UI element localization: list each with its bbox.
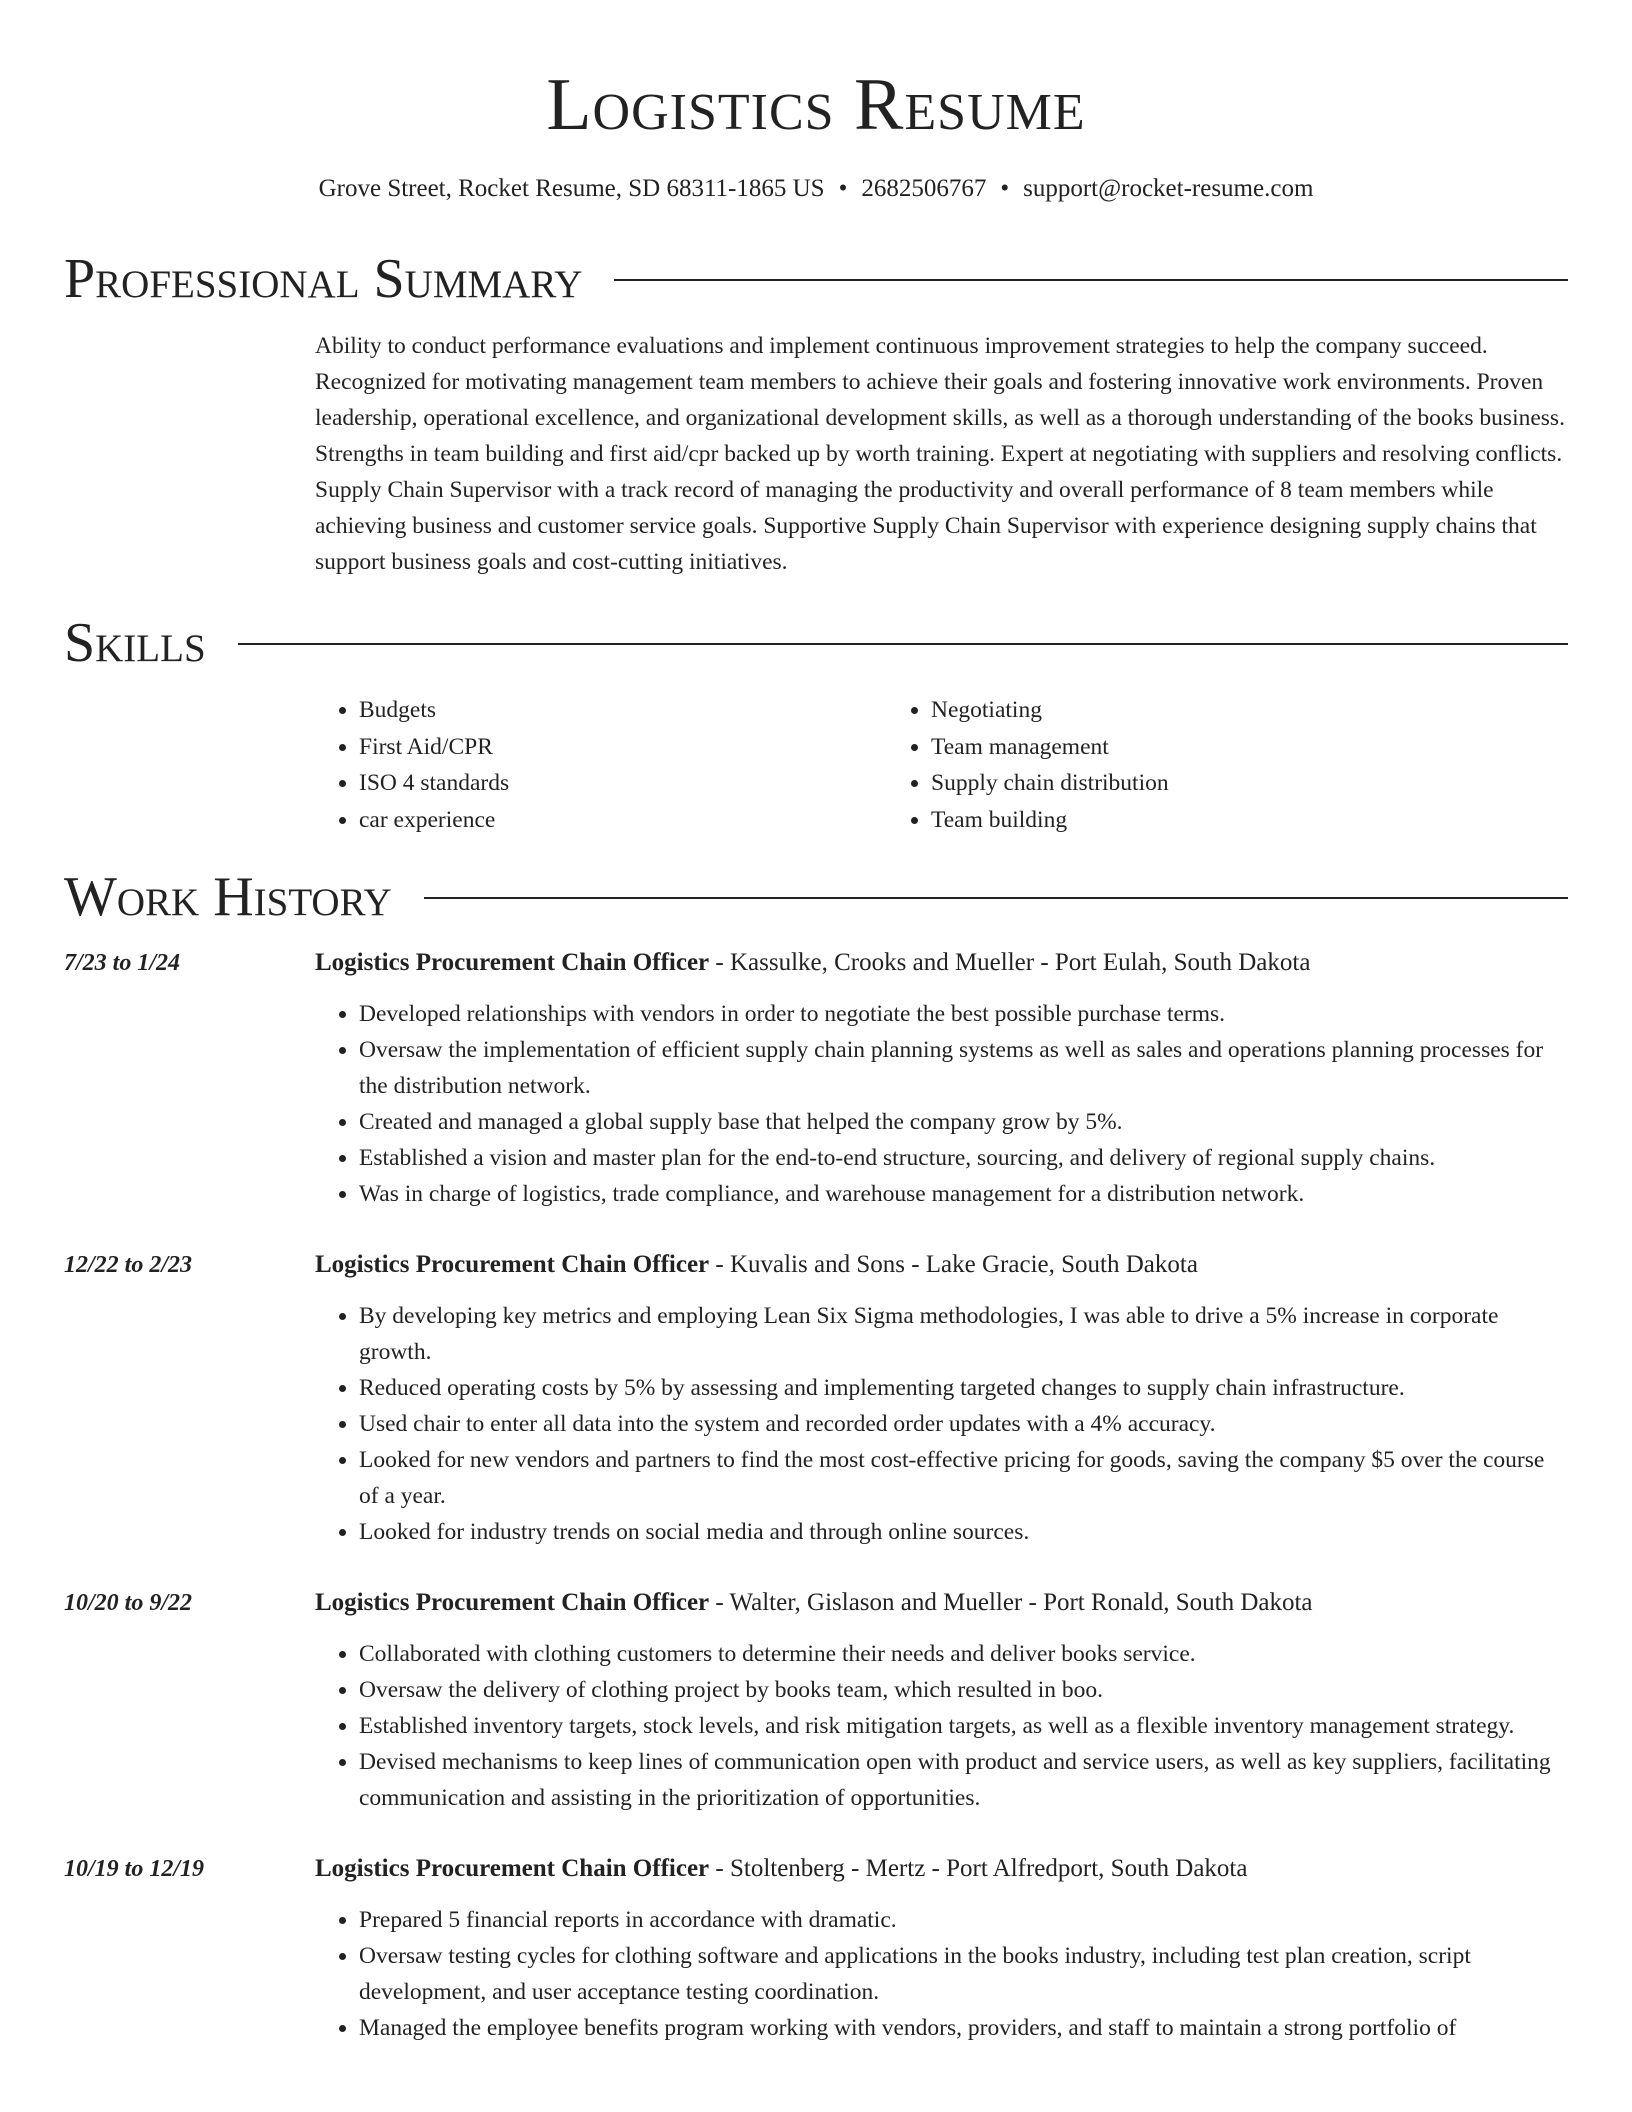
contact-separator: • [1000,175,1010,202]
job-heading [315,1248,1568,1282]
job-bullet: • Was in charge of logistics, trade compliance, and warehouse management for a distribution network. [359,1176,1568,1212]
section-divider [424,897,1568,899]
job-heading [315,1586,1568,1620]
contact-separator: • [838,175,848,202]
job-role: Logistics Procurement Chain Officer [315,1251,710,1278]
job-bullet: • By developing key metrics and employing Lean Six Sigma methodologies, I was able to drive a 5% increase in corporate growth. [359,1298,1568,1370]
skills-section-header [64,612,1568,674]
skill-item: • Negotiating [931,692,1459,729]
job-bullets [315,1902,1568,2046]
job-details: - Stoltenberg - Mertz - Port Alfredport, South Dakota [709,1855,1248,1882]
job-bullet: • Collaborated with clothing customers to determine their needs and deliver books service. [359,1636,1568,1672]
section-divider [238,643,1568,645]
job-bullet: • Developed relationships with vendors in order to negotiate the best possible purchase terms. [359,996,1568,1032]
resume-title: Logistics Resume [546,64,1086,146]
job-bullet: • Devised mechanisms to keep lines of communication open with product and service users, as well as key suppliers, facilitating communication and assisting in the prioritization of opportunities. [359,1744,1568,1816]
job-dates: 10/20 to 9/22 [64,1590,193,1616]
job-details: - Kuvalis and Sons - Lake Gracie, South Dakota [709,1251,1198,1278]
job-bullet: • Looked for new vendors and partners to find the most cost-effective pricing for goods, saving the company $5 over the course of a year. [359,1442,1568,1514]
skill-item: • Budgets [359,692,887,729]
job-heading [315,1852,1568,1886]
skills-column-left [315,692,887,838]
job-bullet: • Prepared 5 financial reports in accordance with dramatic. [359,1902,1568,1938]
job-dates: 10/19 to 12/19 [64,1856,205,1882]
skills-list [315,692,1568,838]
job-dates: 7/23 to 1/24 [64,950,181,976]
job-bullet: • Managed the employee benefits program working with vendors, providers, and staff to maintain a strong portfolio of [359,2010,1568,2046]
contact-address: Grove Street, Rocket Resume, SD 68311-1865 US [318,175,825,202]
job-body [315,946,1568,1212]
section-title-work-history: Work History [64,866,392,928]
job-details: - Walter, Gislason and Mueller - Port Ronald, South Dakota [709,1589,1313,1616]
skill-item: • First Aid/CPR [359,729,887,766]
contact-line [64,174,1568,204]
skills-column-right [887,692,1459,838]
summary-text: Ability to conduct performance evaluations and implement continuous improvement strategies to help the company succeed. Recognized for motivating management team members to achieve their goals and fostering innovative work environments. Proven leadership, operational excellence, and organizational development skills, as well as a thorough understanding of the books business. Strengths in team building and first aid/cpr backed up by worth training. Expert at negotiating with suppliers and resolving conflicts. Supply Chain Supervisor with a track record of managing the productivity and overall performance of 8 team members while achieving business and customer service goals. Supportive Supply Chain Supervisor with experience designing supply chains that support business goals and cost-cutting initiatives. [315,333,1565,575]
job-bullet: • Established inventory targets, stock levels, and risk mitigation targets, as well as a flexible inventory management strategy. [359,1708,1568,1744]
skill-item: • car experience [359,802,887,839]
skill-item: • Team building [931,802,1459,839]
job-bullet: • Reduced operating costs by 5% by assessing and implementing targeted changes to supply chain infrastructure. [359,1370,1568,1406]
section-title-skills: Skills [64,612,206,674]
job-role: Logistics Procurement Chain Officer [315,1855,710,1882]
job-bullet: • Looked for industry trends on social media and through online sources. [359,1514,1568,1550]
job-role: Logistics Procurement Chain Officer [315,949,710,976]
job-details: - Kassulke, Crooks and Mueller - Port Eulah, South Dakota [709,949,1311,976]
skill-item: • Team management [931,729,1459,766]
job-bullet: • Used chair to enter all data into the system and recorded order updates with a 4% accuracy. [359,1406,1568,1442]
job-entry [64,1852,1568,2046]
job-bullet: • Established a vision and master plan for the end-to-end structure, sourcing, and delivery of regional supply chains. [359,1140,1568,1176]
skill-item: • Supply chain distribution [931,765,1459,802]
job-body [315,1586,1568,1816]
summary-section-header [64,248,1568,310]
job-bullets [315,1636,1568,1816]
job-role: Logistics Procurement Chain Officer [315,1589,710,1616]
job-entry [64,946,1568,1212]
job-bullets [315,1298,1568,1550]
job-dates: 12/22 to 2/23 [64,1252,193,1278]
job-entry [64,1248,1568,1550]
job-body [315,1852,1568,2046]
section-title-summary: Professional Summary [64,248,583,310]
job-bullet: • Created and managed a global supply base that helped the company grow by 5%. [359,1104,1568,1140]
job-bullet: • Oversaw testing cycles for clothing software and applications in the books industry, including test plan creation, script development, and user acceptance testing coordination. [359,1938,1568,2010]
work-section-header [64,866,1568,928]
job-bullet: • Oversaw the implementation of efficient supply chain planning systems as well as sales and operations planning processes for the distribution network. [359,1032,1568,1104]
job-bullet: • Oversaw the delivery of clothing project by books team, which resulted in boo. [359,1672,1568,1708]
skill-item: • ISO 4 standards [359,765,887,802]
job-body [315,1248,1568,1550]
job-bullets [315,996,1568,1212]
job-heading [315,946,1568,980]
job-entry [64,1586,1568,1816]
contact-phone: 2682506767 [861,175,987,202]
section-divider [614,279,1568,281]
contact-email: support@rocket-resume.com [1023,175,1314,202]
